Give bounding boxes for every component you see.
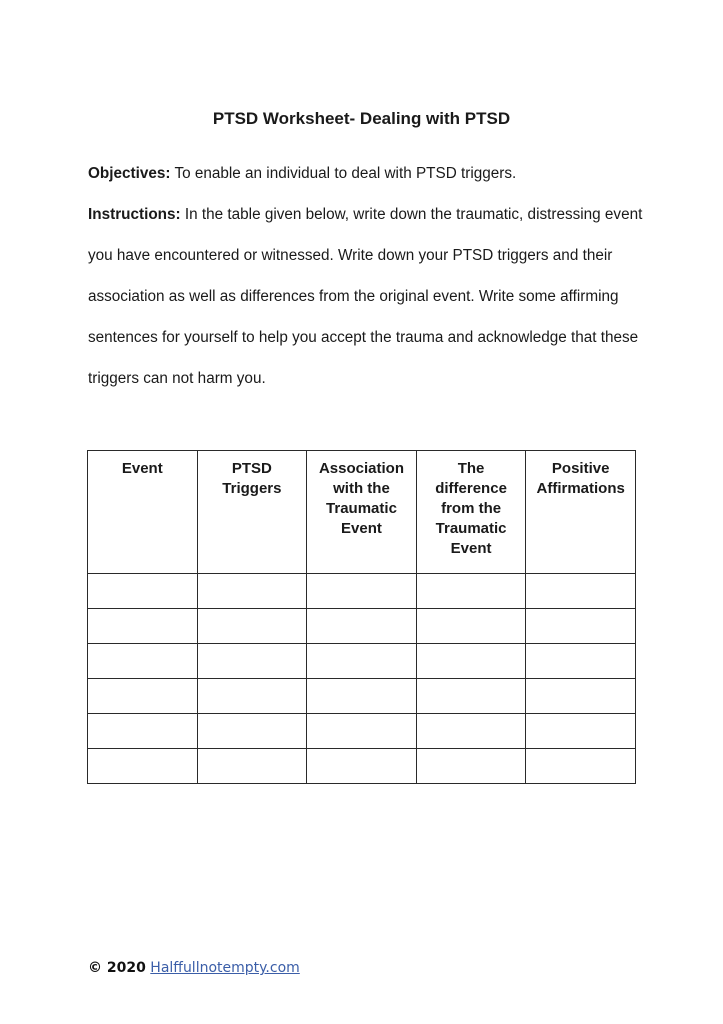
table-row (88, 574, 636, 609)
cell-difference[interactable] (416, 714, 526, 749)
cell-association[interactable] (307, 714, 417, 749)
table-row (88, 749, 636, 784)
cell-difference[interactable] (416, 679, 526, 714)
table-row (88, 679, 636, 714)
instructions-paragraph (88, 194, 648, 399)
cell-event[interactable] (88, 714, 198, 749)
cell-affirmations[interactable] (526, 714, 636, 749)
website-link[interactable]: Halffullnotempty.com (150, 960, 300, 976)
worksheet-title: PTSD Worksheet- Dealing with PTSD (212, 109, 511, 128)
cell-affirmations[interactable] (526, 749, 636, 784)
cell-event[interactable] (88, 574, 198, 609)
cell-affirmations[interactable] (526, 679, 636, 714)
cell-event[interactable] (88, 609, 198, 644)
header-association: Association with the Traumatic Event (307, 451, 417, 574)
cell-difference[interactable] (416, 749, 526, 784)
header-ptsd-triggers: PTSD Triggers (197, 451, 307, 574)
cell-event[interactable] (88, 749, 198, 784)
cell-association[interactable] (307, 749, 417, 784)
copyright-text: © 2020 (88, 960, 146, 976)
cell-affirmations[interactable] (526, 644, 636, 679)
cell-difference[interactable] (416, 609, 526, 644)
header-positive-affirmations: Positive Affirmations (526, 451, 636, 574)
table-row (88, 714, 636, 749)
header-difference: The difference from the Traumatic Event (416, 451, 526, 574)
objectives-label: Objectives: (88, 165, 171, 182)
footer (88, 960, 300, 976)
cell-association[interactable] (307, 644, 417, 679)
cell-triggers[interactable] (197, 749, 307, 784)
cell-event[interactable] (88, 644, 198, 679)
cell-affirmations[interactable] (526, 574, 636, 609)
cell-difference[interactable] (416, 644, 526, 679)
table-header-row (88, 451, 636, 574)
instructions-text: In the table given below, write down the traumatic, distressing event you have encountered or witnessed. Write down your PTSD triggers and their association as well as differences from the original event. Write some affirming sentences for yourself to help you accept the trauma and acknowledge that these triggers can not harm you. (88, 206, 643, 387)
header-event: Event (88, 451, 198, 574)
cell-association[interactable] (307, 574, 417, 609)
table-row (88, 644, 636, 679)
cell-association[interactable] (307, 679, 417, 714)
instructions-label: Instructions: (88, 206, 181, 223)
cell-triggers[interactable] (197, 574, 307, 609)
objectives-paragraph (88, 153, 648, 194)
cell-triggers[interactable] (197, 609, 307, 644)
cell-triggers[interactable] (197, 714, 307, 749)
cell-event[interactable] (88, 679, 198, 714)
cell-association[interactable] (307, 609, 417, 644)
objectives-text: To enable an individual to deal with PTSD triggers. (170, 165, 517, 182)
worksheet-table (87, 450, 636, 784)
cell-triggers[interactable] (197, 644, 307, 679)
cell-affirmations[interactable] (526, 609, 636, 644)
cell-difference[interactable] (416, 574, 526, 609)
table-row (88, 609, 636, 644)
cell-triggers[interactable] (197, 679, 307, 714)
